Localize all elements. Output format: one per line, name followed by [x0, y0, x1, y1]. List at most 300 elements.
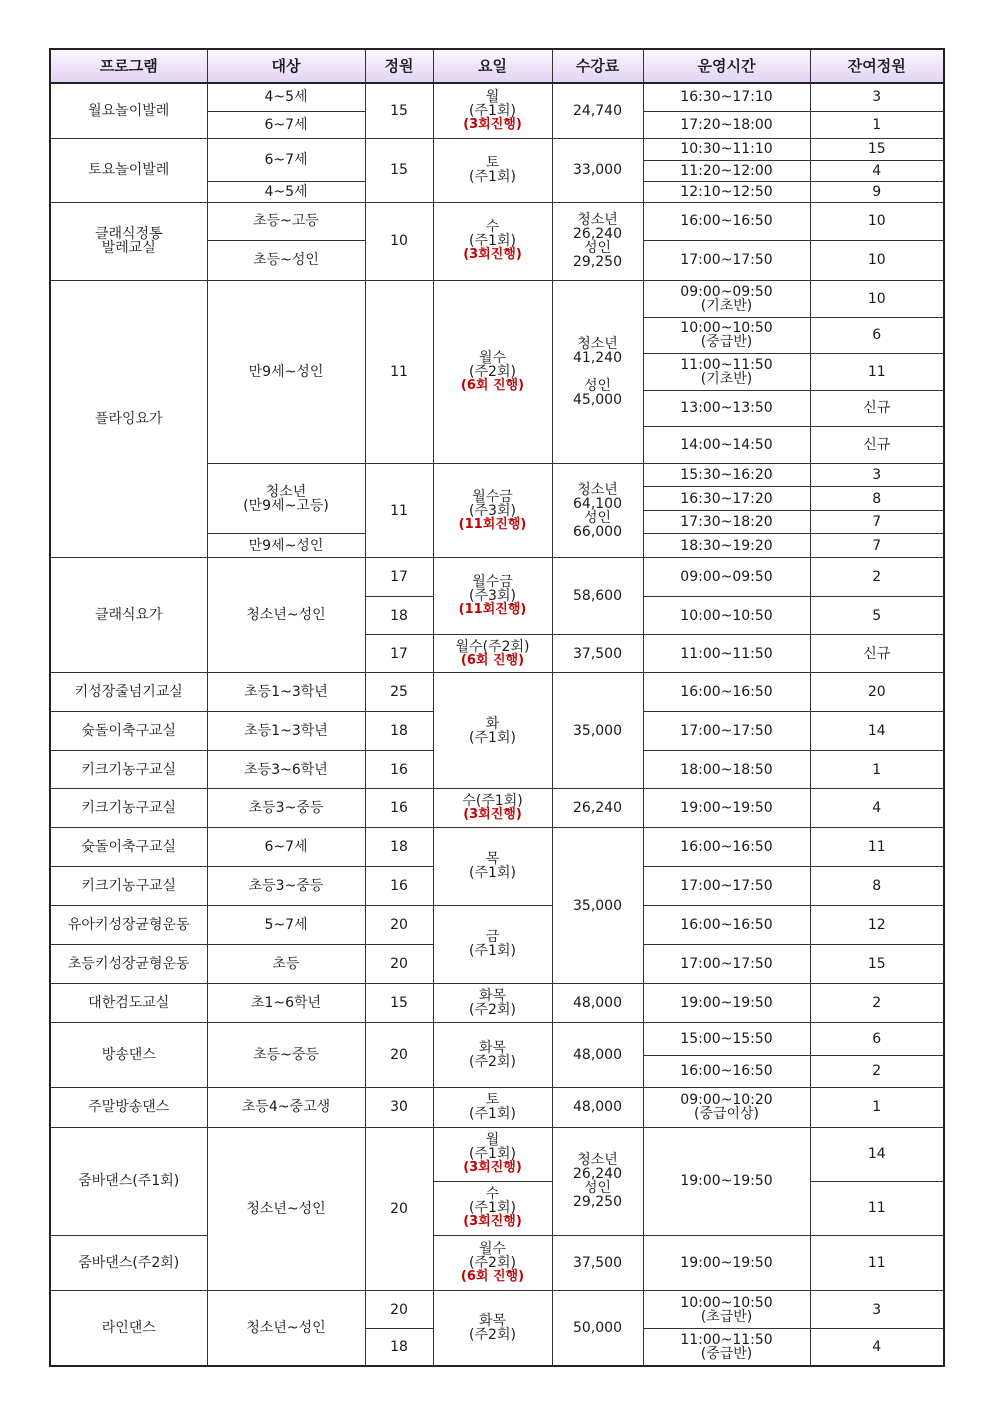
cell-text: 19:00~19:50 [680, 994, 773, 1011]
cell-text: (주2회) [469, 1053, 516, 1070]
cell-text: 월 [485, 88, 500, 105]
cell-text: 발레교실 [101, 240, 156, 257]
cell-text: 16:00~16:50 [680, 684, 773, 701]
table-cell [50, 944, 207, 983]
table-cell [643, 944, 810, 983]
cell-text: 수 [485, 219, 500, 236]
table-row [50, 202, 944, 240]
table-cell [50, 202, 207, 280]
cell-text: 14 [867, 723, 886, 740]
cell-text: (주1회) [469, 865, 516, 882]
table-cell [433, 673, 552, 789]
cell-text: 신규 [863, 400, 891, 417]
table-row [50, 673, 944, 712]
table-cell [643, 111, 810, 138]
cell-text: 2 [872, 569, 882, 586]
table-cell [643, 181, 810, 202]
table-cell [207, 240, 365, 280]
cell-text: 7 [872, 514, 882, 531]
table-cell [643, 390, 810, 426]
cell-text: 6 [872, 327, 882, 344]
table-cell [643, 635, 810, 673]
cell-text: 2 [872, 1063, 882, 1080]
cell-text: 11 [867, 1255, 886, 1271]
table-cell [810, 905, 944, 944]
cell-text: 11 [867, 839, 886, 856]
table-cell [365, 463, 433, 557]
cell-text: 09:00~10:20 [680, 1092, 773, 1109]
table-cell [552, 558, 643, 635]
cell-text: (기초반) [700, 370, 753, 387]
table-cell [552, 83, 643, 138]
table-cell [810, 751, 944, 789]
cell-text: (중급반) [700, 1346, 753, 1363]
table-cell [433, 1022, 552, 1087]
table-cell [50, 828, 207, 867]
cell-text: 11 [867, 363, 886, 380]
cell-text: 8 [872, 490, 882, 507]
table-cell [433, 558, 552, 635]
cell-text: 10 [867, 213, 886, 230]
cell-text: 18 [390, 723, 408, 740]
cell-text: 청소년~성인 [246, 607, 326, 624]
table-cell [810, 240, 944, 280]
table-cell [552, 138, 643, 202]
table-cell [50, 673, 207, 712]
cell-text: 48,000 [573, 994, 622, 1011]
cell-text: 화 [485, 715, 500, 732]
table-cell [365, 635, 433, 673]
cell-text: 줌바댄스(주1회) [78, 1173, 180, 1190]
cell-text: 5 [872, 607, 882, 624]
cell-text: 초등~고등 [253, 213, 319, 230]
table-cell [552, 1022, 643, 1087]
cell-text: 11:00~11:50 [680, 1332, 773, 1349]
table-cell [810, 111, 944, 138]
table-cell [433, 1181, 552, 1235]
table-cell [207, 712, 365, 751]
table-cell [552, 828, 643, 983]
cell-text: 16:00~16:50 [680, 839, 773, 856]
cell-text: 15 [867, 955, 886, 972]
cell-text: 11 [390, 502, 408, 519]
cell-text: 20 [390, 1200, 408, 1217]
cell-text: (주1회) [469, 1106, 516, 1123]
table-cell [365, 558, 433, 597]
program-schedule-table [49, 48, 945, 1367]
table-cell [207, 905, 365, 944]
table-cell [643, 280, 810, 317]
cell-text: 17 [390, 645, 408, 662]
cell-text: 월요놀이발레 [88, 102, 170, 119]
table-cell [365, 1291, 433, 1329]
cell-text: 청소년~성인 [246, 1200, 326, 1217]
cell-text: 37,500 [573, 1255, 622, 1271]
table-cell [643, 983, 810, 1022]
cell-text: 16:00~16:50 [680, 916, 773, 933]
table-cell [643, 160, 810, 181]
cell-text: 토 [485, 1092, 500, 1109]
cell-text: 9 [872, 183, 882, 200]
table-cell [207, 202, 365, 240]
table-cell [810, 463, 944, 486]
table-cell [643, 1329, 810, 1366]
table-row [50, 83, 944, 111]
cell-text: 슛돌이축구교실 [81, 839, 177, 856]
cell-text: 41,240 [573, 349, 622, 366]
cell-text: 청소년 [577, 481, 618, 498]
cell-text: 26,240 [573, 226, 622, 243]
header-remaining: 잔여정원 [810, 49, 944, 83]
table-cell [810, 160, 944, 181]
cell-text: 20 [390, 916, 408, 933]
cell-text: 09:00~09:50 [680, 283, 773, 300]
cell-text: 월수금 [472, 488, 513, 505]
table-row [50, 1022, 944, 1055]
cell-text: 16 [390, 800, 408, 817]
table-cell [365, 1022, 433, 1087]
table-cell [365, 138, 433, 202]
table-cell [207, 1127, 365, 1290]
table-cell [207, 867, 365, 905]
table-cell [643, 426, 810, 463]
table-cell [552, 635, 643, 673]
cell-text: 화목 [478, 987, 507, 1004]
cell-text: 8 [872, 878, 882, 894]
table-body [50, 83, 944, 1366]
table-cell [810, 1235, 944, 1290]
cell-text: 초등4~중고생 [241, 1099, 331, 1116]
cell-text: 29,250 [573, 254, 622, 271]
cell-text: 14:00~14:50 [680, 436, 773, 453]
table-cell [433, 1235, 552, 1290]
table-cell [207, 1022, 365, 1087]
cell-text: 48,000 [573, 1046, 622, 1063]
cell-text: (주2회) [469, 1001, 516, 1018]
table-cell [207, 534, 365, 558]
cell-text: 월수 [478, 349, 507, 366]
cell-text: 37,500 [573, 645, 622, 662]
table-cell [810, 426, 944, 463]
table-cell [50, 712, 207, 751]
cell-text: 6~7세 [264, 151, 308, 168]
table-cell [643, 751, 810, 789]
table-cell [643, 1022, 810, 1055]
table-cell [552, 202, 643, 280]
cell-text: 16:30~17:20 [680, 490, 773, 507]
table-cell [810, 1022, 944, 1055]
table-cell [552, 1087, 643, 1127]
cell-text: 청소년~성인 [246, 1320, 326, 1337]
cell-text: 33,000 [573, 162, 622, 179]
cell-text: 16:00~16:50 [680, 213, 773, 230]
table-cell [207, 280, 365, 463]
table-cell [810, 1127, 944, 1181]
cell-text: 11 [390, 363, 408, 380]
cell-text: 초등3~중등 [248, 800, 324, 817]
cell-text: 초1~6학년 [250, 994, 322, 1011]
table-cell [50, 83, 207, 138]
cell-text: 16:00~16:50 [680, 1063, 773, 1080]
cell-text: 초등3~6학년 [244, 761, 328, 778]
table-cell [552, 983, 643, 1022]
cell-text: 14 [867, 1146, 886, 1163]
cell-text: 17:00~17:50 [680, 252, 773, 269]
cell-text: 15 [390, 994, 408, 1011]
cell-text: 3 [872, 89, 882, 106]
cell-text: 12 [867, 916, 886, 933]
cell-text: 수 [485, 1186, 500, 1203]
table-cell [50, 1235, 207, 1290]
cell-text: (주1회) [469, 1200, 516, 1217]
cell-text: 성인 [583, 240, 612, 257]
table-row [50, 558, 944, 597]
cell-text: 클래식정통 [94, 226, 163, 243]
session-count-note: (3회진행) [463, 807, 522, 823]
cell-text: 3 [872, 467, 882, 483]
table-cell [643, 534, 810, 558]
cell-text: 초등~중등 [253, 1046, 319, 1063]
session-count-note: (11회진행) [458, 516, 527, 532]
cell-text: 화목 [478, 1313, 507, 1330]
table-cell [207, 83, 365, 111]
cell-text: 2 [872, 994, 882, 1011]
cell-text: 20 [390, 1046, 408, 1063]
cell-text: 신규 [863, 436, 891, 453]
cell-text: 58,600 [573, 588, 622, 605]
cell-text: 수(주1회) [462, 793, 523, 810]
cell-text: 17 [390, 569, 408, 586]
session-count-note: (6회 진행) [460, 377, 525, 393]
table-cell [810, 1181, 944, 1235]
cell-text: 초등1~3학년 [244, 723, 328, 740]
cell-text: (주3회) [469, 502, 516, 519]
cell-text: 10:00~10:50 [680, 607, 773, 624]
cell-text: 11:20~12:00 [680, 162, 773, 179]
table-cell [810, 789, 944, 828]
cell-text: 4~5세 [264, 183, 308, 200]
cell-text: 4~5세 [264, 89, 308, 106]
cell-text: 25 [390, 684, 408, 701]
cell-text: (주1회) [469, 1146, 516, 1163]
table-row [50, 280, 944, 317]
cell-text: 만9세~성인 [248, 363, 324, 380]
table-cell [552, 1235, 643, 1290]
cell-text: 청소년 [577, 335, 618, 352]
table-cell [552, 673, 643, 789]
table-cell [365, 983, 433, 1022]
cell-text: 15:30~16:20 [680, 467, 773, 483]
cell-text: 청소년 [577, 212, 618, 229]
table-cell [810, 867, 944, 905]
header-target: 대상 [207, 49, 365, 83]
cell-text: 월수 [478, 1241, 507, 1257]
cell-text: 45,000 [573, 391, 622, 408]
table-cell [433, 789, 552, 828]
cell-text: 4 [872, 800, 882, 817]
cell-text: 18 [390, 607, 408, 624]
table-cell [433, 983, 552, 1022]
table-cell [50, 558, 207, 673]
cell-text: 키크기농구교실 [81, 761, 177, 778]
cell-text: (주2회) [469, 363, 516, 380]
table-cell [643, 1055, 810, 1087]
cell-text: 청소년 [265, 483, 307, 500]
cell-text: (중급이상) [693, 1106, 760, 1123]
cell-text: 18 [390, 839, 408, 856]
table-cell [207, 983, 365, 1022]
cell-text: 금 [485, 929, 500, 946]
table-row [50, 828, 944, 867]
table-cell [365, 944, 433, 983]
cell-text: 19:00~19:50 [680, 1173, 773, 1190]
table-cell [365, 712, 433, 751]
session-count-note: (11회진행) [458, 602, 527, 618]
cell-text: 초등키성장균형운동 [67, 955, 190, 972]
table-cell [810, 944, 944, 983]
cell-text: 슛돌이축구교실 [81, 723, 177, 740]
cell-text: 1 [872, 1099, 882, 1116]
cell-text: 토요놀이발레 [88, 162, 170, 179]
table-cell [207, 111, 365, 138]
cell-text: 26,240 [573, 1166, 622, 1183]
session-count-note: (6회 진행) [460, 652, 525, 668]
cell-text: (주2회) [469, 1327, 516, 1344]
table-cell [207, 751, 365, 789]
table-cell [207, 181, 365, 202]
table-cell [433, 463, 552, 557]
table-cell [810, 673, 944, 712]
cell-text: 12:10~12:50 [680, 183, 773, 200]
table-cell [50, 1127, 207, 1235]
cell-text: 11:00~11:50 [680, 356, 773, 373]
table-cell [433, 83, 552, 138]
cell-text: 키크기농구교실 [81, 800, 177, 817]
cell-text: 10 [390, 233, 408, 250]
table-cell [552, 1291, 643, 1366]
table-cell [810, 1087, 944, 1127]
cell-text: 키성장줄넘기교실 [74, 684, 183, 701]
table-cell [810, 635, 944, 673]
table-cell [50, 983, 207, 1022]
cell-text: 64,100 [573, 495, 622, 512]
table-cell [207, 1087, 365, 1127]
table-cell [207, 673, 365, 712]
table-cell [50, 1087, 207, 1127]
cell-text: 대한검도교실 [88, 994, 170, 1011]
cell-text: 10:00~10:50 [680, 1294, 773, 1311]
table-cell [433, 138, 552, 202]
table-cell [643, 240, 810, 280]
table-cell [810, 511, 944, 534]
table-cell [643, 597, 810, 635]
cell-text: 15:00~15:50 [680, 1030, 773, 1047]
table-cell [207, 138, 365, 181]
table-cell [433, 1127, 552, 1181]
table-cell [365, 751, 433, 789]
cell-text: 초등3~중등 [248, 878, 324, 894]
table-cell [50, 905, 207, 944]
header-row [50, 49, 944, 83]
cell-text: 26,240 [573, 800, 622, 817]
cell-text: 50,000 [573, 1320, 622, 1337]
cell-text: (주1회) [469, 943, 516, 960]
cell-text: 10 [867, 252, 886, 269]
table-cell [810, 202, 944, 240]
table-cell [810, 558, 944, 597]
cell-text: 35,000 [573, 722, 622, 739]
cell-text: 초등1~3학년 [244, 684, 328, 701]
cell-text: 토 [485, 155, 500, 172]
table-cell [810, 83, 944, 111]
table-cell [365, 1087, 433, 1127]
table-cell [643, 828, 810, 867]
cell-text: 29,250 [573, 1194, 622, 1211]
table-cell [50, 867, 207, 905]
cell-text: 성인 [583, 377, 612, 394]
cell-text: 초등 [272, 955, 300, 972]
cell-text: 목 [485, 851, 500, 868]
table-row [50, 138, 944, 160]
cell-text: 키크기농구교실 [81, 878, 177, 894]
cell-text: 30 [390, 1099, 408, 1116]
cell-text: 줌바댄스(주2회) [78, 1255, 180, 1271]
table-cell [50, 1022, 207, 1087]
table-cell [433, 905, 552, 983]
table-cell [810, 1329, 944, 1366]
cell-text: (주1회) [469, 233, 516, 250]
table-row [50, 905, 944, 944]
table-cell [552, 1127, 643, 1235]
cell-text: (만9세~고등) [243, 497, 329, 514]
table-cell [810, 317, 944, 353]
cell-text: (주1회) [469, 729, 516, 746]
table-cell [365, 828, 433, 867]
cell-text: 청소년 [577, 1152, 618, 1169]
table-cell [365, 867, 433, 905]
table-cell [365, 1127, 433, 1290]
session-count-note: (3회진행) [463, 1160, 522, 1176]
cell-text: 18:30~19:20 [680, 537, 773, 554]
table-cell [50, 751, 207, 789]
table-cell [643, 1127, 810, 1235]
table-cell [643, 487, 810, 511]
table-cell [365, 597, 433, 635]
cell-text: 화목 [478, 1039, 507, 1056]
cell-text: 16 [390, 878, 408, 894]
cell-text: 10:00~10:50 [680, 320, 773, 337]
cell-text: 6~7세 [264, 116, 308, 133]
table-cell [810, 1055, 944, 1087]
cell-text: (주1회) [469, 102, 516, 119]
cell-text: 3 [872, 1301, 882, 1318]
table-cell [552, 789, 643, 828]
table-cell [810, 534, 944, 558]
cell-text: 6 [872, 1030, 882, 1047]
cell-text: 24,740 [573, 102, 622, 119]
cell-text: 17:00~17:50 [680, 878, 773, 894]
cell-text: 19:00~19:50 [680, 800, 773, 817]
table-cell [643, 789, 810, 828]
cell-text: 20 [390, 1301, 408, 1318]
table-cell [810, 1291, 944, 1329]
table-cell [50, 138, 207, 202]
table-row [50, 789, 944, 828]
cell-text: 35,000 [573, 897, 622, 914]
table-cell [50, 789, 207, 828]
cell-text: 4 [872, 162, 882, 179]
cell-text: 4 [872, 1339, 882, 1356]
